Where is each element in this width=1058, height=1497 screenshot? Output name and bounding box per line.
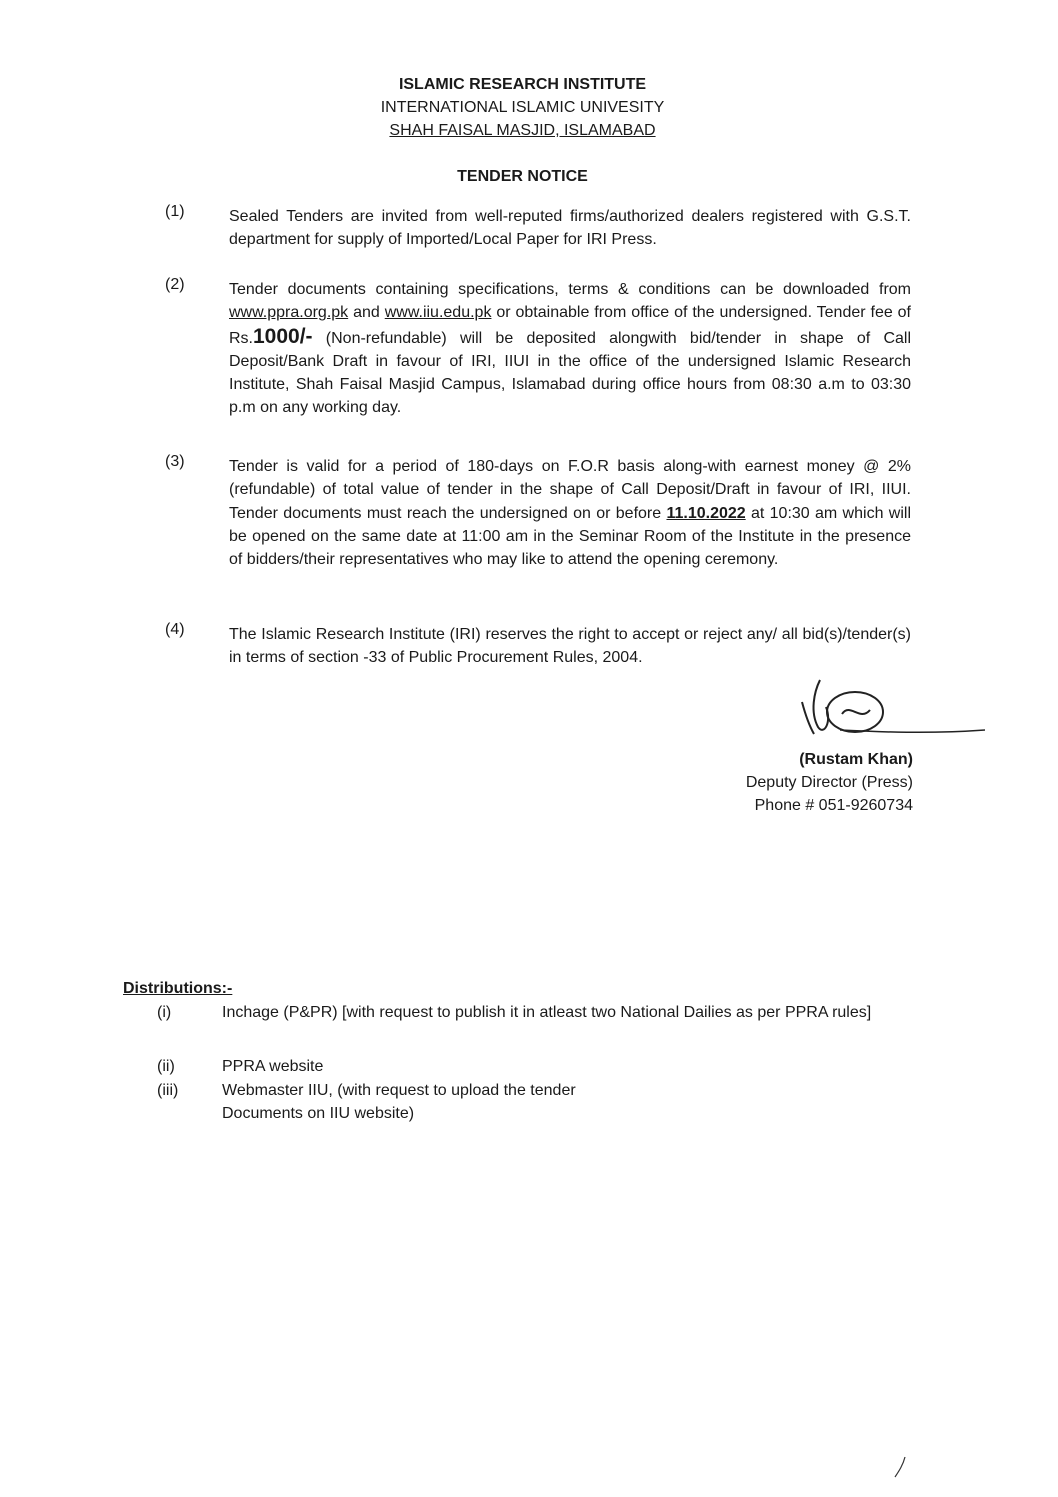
- signatory-phone: Phone # 051-9260734: [754, 797, 913, 814]
- iiu-link[interactable]: www.iiu.edu.pk: [384, 304, 492, 322]
- clause-text: [229, 278, 911, 420]
- distribution-number: (i): [157, 1004, 172, 1021]
- clause-number: (3): [165, 453, 185, 470]
- ppra-link[interactable]: www.ppra.org.pk: [229, 304, 349, 322]
- signatory-block: [690, 748, 913, 817]
- clause-text-part: and: [348, 304, 385, 322]
- clause-text-part: Tender is valid for a period of 180-days on F.O.R basis along-with earnest money @ 2% (refundable) of total value of tender in the shape of Call Deposit/Draft in favour of IRI, IIUI. Tender documents must reach the undersigned on or before: [229, 458, 911, 522]
- notice-title: TENDER NOTICE: [457, 168, 588, 185]
- signatory-name: (Rustam Khan): [799, 751, 913, 768]
- institute-name: ISLAMIC RESEARCH INSTITUTE: [398, 76, 647, 93]
- pen-mark: [893, 1455, 907, 1479]
- clause-number: (1): [165, 203, 185, 220]
- address: SHAH FAISAL MASJID, ISLAMABAD: [389, 122, 656, 139]
- clause-text-part: Tender documents containing specifications, terms & conditions can be downloaded from: [229, 281, 911, 298]
- clause-text-part: or obtainable from office of the undersigned. Tender fee of Rs.: [229, 304, 911, 347]
- signatory-designation: Deputy Director (Press): [745, 774, 913, 791]
- clause-number: (2): [165, 276, 185, 293]
- clause-number: (4): [165, 621, 185, 638]
- tender-fee: 1000/-: [253, 324, 313, 348]
- letterhead: [300, 73, 745, 142]
- deadline-date: 11.10.2022: [666, 504, 746, 522]
- distribution-number: (ii): [157, 1058, 175, 1075]
- distribution-title: Distributions:-: [123, 980, 233, 997]
- distribution-text: PPRA website: [222, 1058, 324, 1075]
- clause-text-part: at 10:30 am which will be opened on the same date at 11:00 am in the Seminar Room of the Institute in the presence of bidders/their representatives who may like to attend the opening ceremony.: [229, 504, 912, 569]
- clause-text: The Islamic Research Institute (IRI) reserves the right to accept or reject any/ all bid(s)/tender(s) in terms of section -33 of Public Procurement Rules, 2004.: [229, 626, 911, 667]
- university-name: INTERNATIONAL ISLAMIC UNIVESITY: [380, 99, 665, 116]
- distribution-text: Inchage (P&PR) [with request to publish it in atleast two National Dailies as per PPRA rules]: [222, 1004, 872, 1021]
- clause-text: [229, 455, 911, 571]
- distribution-text: Webmaster IIU, (with request to upload the tender Documents on IIU website): [222, 1082, 576, 1122]
- signature-mark: [780, 672, 985, 752]
- clause-text: Sealed Tenders are invited from well-reputed firms/authorized dealers registered with G.S.T. department for supply of Imported/Local Paper for IRI Press.: [229, 208, 911, 249]
- clause-text-part: (Non-refundable) will be deposited alongwith bid/tender in shape of Call Deposit/Bank Draft in favour of IRI, IIUI in the office of the undersigned Islamic Research Institute, Shah Faisal Masjid Campus, Islamabad during office hours from 08:30 a.m to 03:30 p.m on any working day.: [229, 329, 911, 417]
- distribution-number: (iii): [157, 1082, 179, 1099]
